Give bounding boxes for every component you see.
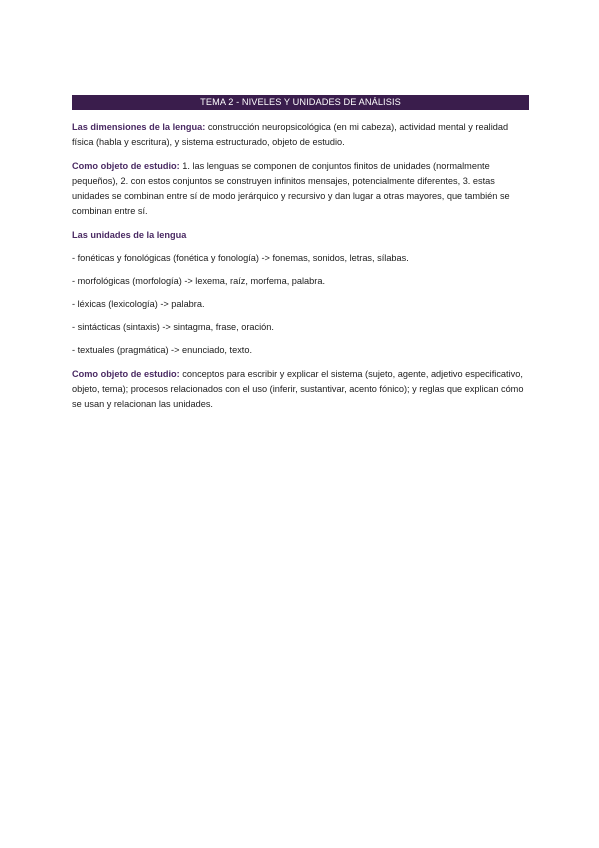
paragraph-closing <box>72 367 529 413</box>
paragraph-dimensions <box>72 120 529 151</box>
paragraph-lead: Como objeto de estudio: <box>72 368 180 379</box>
paragraph-text: conceptos para escribir y explicar el sistema (sujeto, agente, adjetivo especificativo, objeto, tema); procesos relacionados con el uso (inferir, sustantivar, acento fónico); y reglas que explican cómo se usan y relacionan las unidades. <box>72 368 524 410</box>
paragraph-objeto-estudio <box>72 159 529 220</box>
list-item: - sintácticas (sintaxis) -> sintagma, frase, oración. <box>72 322 274 333</box>
list-item: - textuales (pragmática) -> enunciado, texto. <box>72 345 253 356</box>
units-list <box>72 251 529 359</box>
list-item: - fonéticas y fonológicas (fonética y fonología) -> fonemas, sonidos, letras, sílabas. <box>72 253 409 264</box>
paragraph-text: construcción neuropsicológica (en mi cabeza), actividad mental y realidad física (habla y escritura), y sistema estructurado, objeto de estudio. <box>72 122 509 148</box>
list-item: - morfológicas (morfología) -> lexema, raíz, morfema, palabra. <box>72 276 326 287</box>
paragraph-text: 1. las lenguas se componen de conjuntos finitos de unidades (normalmente pequeños), 2. con estos conjuntos se construyen infinitos mensajes, potencialmente diferentes, 3. estas unidades se combinan entre sí de modo jerárquico y recursivo y dan lugar a otras mayores, que también se combinan entre sí. <box>72 160 510 217</box>
document-title: TEMA 2 - NIVELES Y UNIDADES DE ANÁLISIS <box>72 95 529 110</box>
paragraph-lead: Las dimensiones de la lengua: <box>72 122 206 132</box>
paragraph-lead: Como objeto de estudio: <box>72 160 180 171</box>
document-page <box>72 95 529 421</box>
list-item: - léxicas (lexicología) -> palabra. <box>72 299 205 310</box>
units-heading: Las unidades de la lengua <box>72 229 187 240</box>
